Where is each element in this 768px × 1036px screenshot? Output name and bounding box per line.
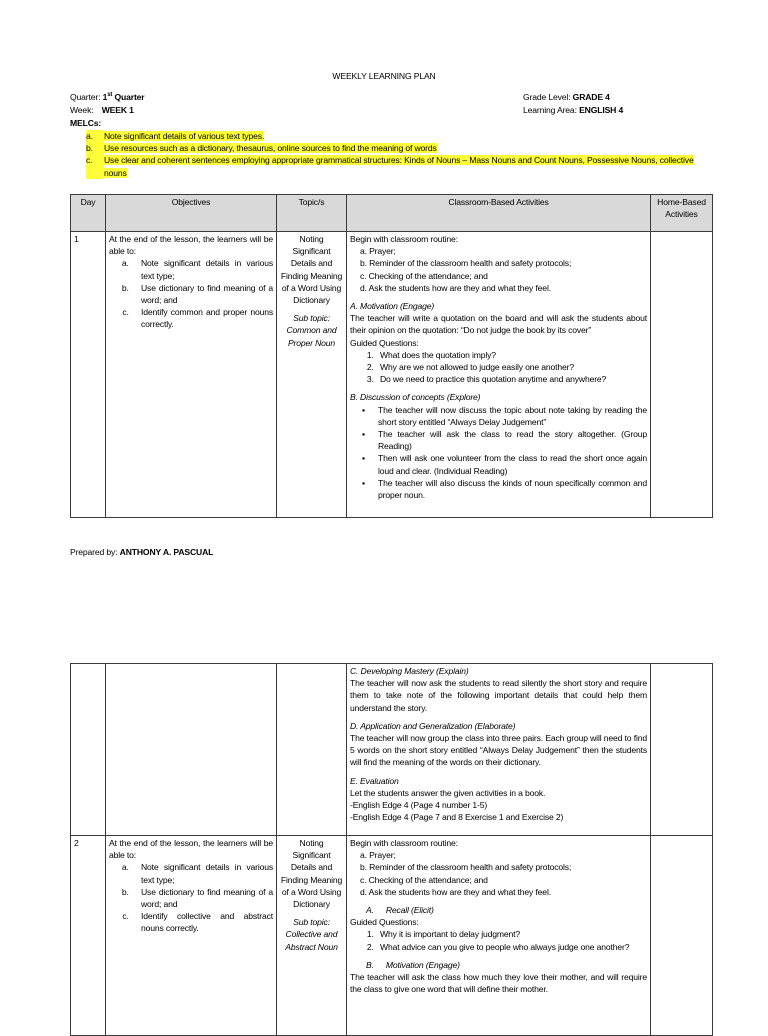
- subtopic: Sub topic: Common and Proper Noun: [286, 313, 337, 348]
- quarter-label: Quarter:: [70, 92, 101, 102]
- week-line: [70, 104, 134, 116]
- objective-item: c. Identify collective and abstract nouns correctly.: [131, 910, 273, 934]
- routine-list: a. Prayer; b. Reminder of the classroom health and safety protocols; c. Checking of the attendance; and d. Ask the students how are they and what they feel.: [360, 850, 572, 897]
- area-value: ENGLISH 4: [579, 105, 624, 115]
- section-heading: A. Recall (Elicit): [366, 905, 434, 916]
- routine-list: a. Prayer; b. Reminder of the classroom health and safety protocols; c. Checking of the attendance; and d. Ask the students how are they and what they feel.: [360, 246, 572, 293]
- table-row: [71, 664, 713, 836]
- quarter-value: 1st Quarter: [102, 92, 145, 102]
- area-line: [523, 104, 623, 116]
- week-label: Week:: [70, 105, 94, 115]
- melcs-label: MELCs:: [70, 118, 102, 128]
- activities-cell: Begin with classroom routine: a. Prayer; b. Reminder of the classroom health and safety protocols; c. Checking of the attendance; and d. Ask the students how are they and what they feel. A. Motivation (Engage) The teacher will write a quotation on the board and will ask the students about their opinion on the quotation: “Do not judge the book by its cover” Guided Questions: 1. What does the quotation imply? 2. Why are we not allowed to judge easily one another? 3. Do we need to practice this quotation anytime and anywhere? B. Discussion of concepts (Explore) ▪ The teacher will now discuss the topic about note taking by reading the short story entitled “Always Delay Judgement” ▪ The teacher will ask the class to read the story altogether. (Group Reading) ▪ Then will ask one volunteer from the class to read the short once again loud and clear. (Individual Reading) ▪ The teacher will also discuss the kinds of noun specifically common and proper noun.: [347, 232, 651, 518]
- lesson-table-page2: [70, 663, 713, 1036]
- grade-label: Grade Level:: [523, 92, 571, 102]
- melc-item: b. Use resources such as a dictionary, thesaurus, online sources to find the meaning of words: [86, 143, 437, 154]
- topics-cell: [277, 664, 347, 836]
- home-cell: [651, 232, 713, 518]
- grade-line: [523, 91, 610, 103]
- guided-question: 2. What advice can you give to people who always judge one another?: [376, 941, 647, 953]
- objective-item: a. Note significant details in various text type;: [131, 861, 273, 885]
- objectives-cell: [106, 664, 277, 836]
- discussion-item: ▪ Then will ask one volunteer from the class to read the short once again loud and clear. (Individual Reading): [378, 452, 647, 476]
- melc-item: c. Use clear and coherent sentences employing appropriate grammatical structures: Kinds of Nouns – Mass Nouns and Count Nouns, Possessive Nouns, collective nouns: [86, 155, 694, 178]
- prepared-by: [70, 546, 213, 558]
- section-heading: D. Application and Generalization (Elaborate): [350, 720, 516, 731]
- area-label: Learning Area:: [523, 105, 577, 115]
- discussion-item: ▪ The teacher will now discuss the topic about note taking by reading the short story entitled “Always Delay Judgement”: [378, 404, 647, 428]
- melc-item: a. Note significant details of various text types.: [86, 131, 265, 141]
- topics-cell: Noting Significant Details and Finding Meaning of a Word Using Dictionary Sub topic: Common and Proper Noun: [277, 232, 347, 518]
- header-day: Day: [71, 195, 106, 232]
- day-cell: 1: [71, 232, 106, 518]
- page-title: WEEKLY LEARNING PLAN: [332, 71, 436, 81]
- section-heading: E. Evaluation: [350, 775, 399, 786]
- lesson-table-page1: [70, 194, 713, 518]
- subtopic: Sub topic: Collective and Abstract Noun: [285, 917, 338, 952]
- activities-cell: Begin with classroom routine: a. Prayer; b. Reminder of the classroom health and safety protocols; c. Checking of the attendance; and d. Ask the students how are they and what they feel. A. Recall (Elicit) Guided Questions: 1. Why it is important to delay judgment? 2. What advice can you give to people who always judge one another? B. Motivation (Engage) The teacher will ask the class how much they love their mother, and will require the class to give one word that will define their mother.: [347, 836, 651, 1036]
- objectives-cell: At the end of the lesson, the learners will be able to: a. Note significant details in various text type; b. Use dictionary to find meaning of a word; and c. Identify common and proper nouns correctly.: [106, 232, 277, 518]
- objectives-cell: At the end of the lesson, the learners will be able to: a. Note significant details in various text type; b. Use dictionary to find meaning of a word; and c. Identify collective and abstract nouns correctly.: [106, 836, 277, 1036]
- objective-item: a. Note significant details in various text type;: [131, 257, 273, 281]
- table-row: [71, 232, 713, 518]
- day-cell: 2: [71, 836, 106, 1036]
- quarter-line: [70, 91, 145, 103]
- grade-value: GRADE 4: [572, 92, 610, 102]
- prepared-label: Prepared by:: [70, 547, 118, 557]
- prepared-name: ANTHONY A. PASCUAL: [119, 547, 214, 557]
- discussion-item: ▪ The teacher will also discuss the kinds of noun specifically common and proper noun.: [378, 477, 647, 501]
- table-row: [71, 836, 713, 1036]
- objective-item: b. Use dictionary to find meaning of a word; and: [131, 886, 273, 910]
- home-cell: [651, 664, 713, 836]
- guided-question: 3. Do we need to practice this quotation anytime and anywhere?: [376, 373, 647, 385]
- activities-cell: C. Developing Mastery (Explain) The teacher will now ask the students to read silently the short story and require them to take note of the following important details that could help them understand the story. D. Application and Generalization (Elaborate) The teacher will now group the class into three pairs. Each group will need to find 5 words on the short story entitled “Always Delay Judgement” then the students will find the meaning of the words on their dictionary. E. Evaluation Let the students answer the given activities in a book. -English Edge 4 (Page 4 number 1-5) -English Edge 4 (Page 7 and 8 Exercise 1 and Exercise 2): [347, 664, 651, 836]
- guided-question: 1. What does the quotation imply?: [376, 349, 647, 361]
- objective-item: c. Identify common and proper nouns correctly.: [131, 306, 273, 330]
- discussion-item: ▪ The teacher will ask the class to read the story altogether. (Group Reading): [378, 428, 647, 452]
- header-home: Home-Based Activities: [651, 195, 713, 232]
- header-objectives: Objectives: [106, 195, 277, 232]
- topics-cell: Noting Significant Details and Finding Meaning of a Word Using Dictionary Sub topic: Collective and Abstract Noun: [277, 836, 347, 1036]
- table-header-row: [71, 195, 713, 232]
- guided-question: 1. Why it is important to delay judgment?: [376, 928, 647, 940]
- section-heading: B. Discussion of concepts (Explore): [350, 392, 481, 403]
- guided-question: 2. Why are we not allowed to judge easily one another?: [376, 361, 647, 373]
- header-classroom: Classroom-Based Activities: [347, 195, 651, 232]
- section-heading: B. Motivation (Engage): [366, 959, 460, 970]
- melcs-list: [86, 130, 706, 179]
- section-heading: C. Developing Mastery (Explain): [350, 666, 469, 676]
- day-cell: [71, 664, 106, 836]
- home-cell: [651, 836, 713, 1036]
- week-value: WEEK 1: [101, 105, 134, 115]
- header-topics: Topic/s: [277, 195, 347, 232]
- objective-item: b. Use dictionary to find meaning of a word; and: [131, 282, 273, 306]
- section-heading: A. Motivation (Engage): [350, 301, 435, 312]
